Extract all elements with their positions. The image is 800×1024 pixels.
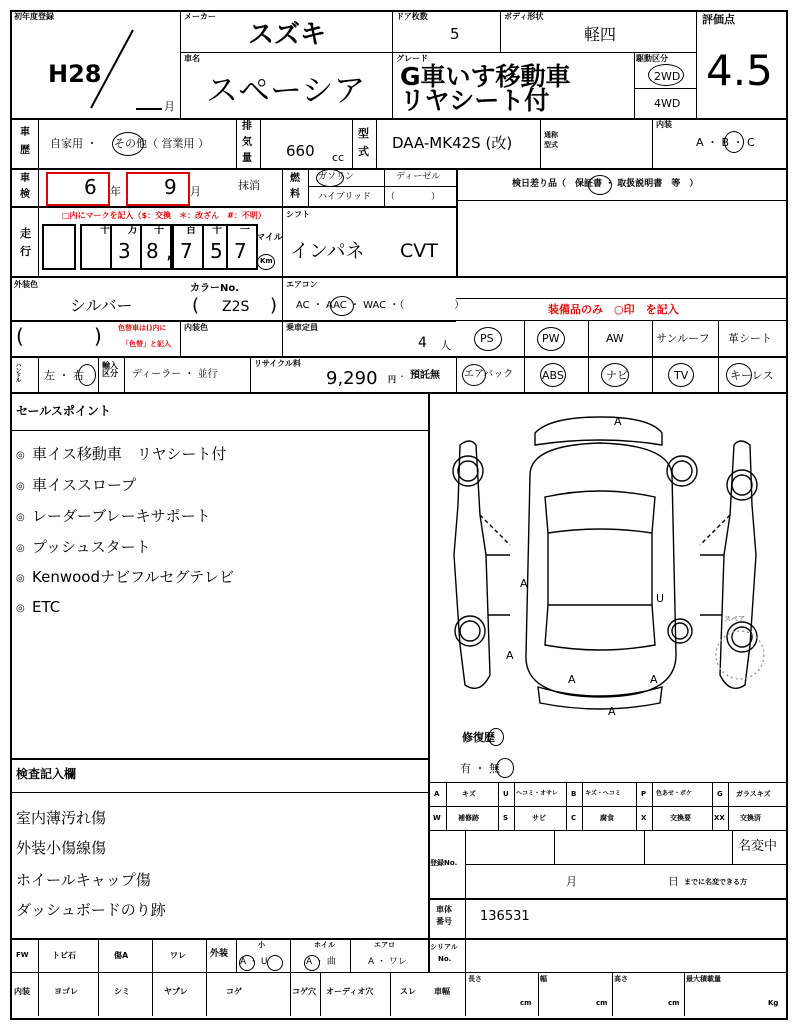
displacement-label-2: 気: [242, 137, 252, 148]
fuel-label-2: 料: [290, 189, 300, 200]
equip-airbag: エアバック: [464, 369, 514, 380]
doors-label: ドア枚数: [396, 12, 428, 21]
docs-circle: [588, 175, 612, 195]
diagram-mark-3: A: [506, 649, 514, 662]
history-label-1: 車: [20, 127, 30, 138]
aircon-circle: [330, 296, 354, 316]
diagram-mark-5: A: [650, 673, 658, 686]
legend-desc: キズ・ヘコミ: [585, 790, 621, 797]
inspection-month-unit: 月: [190, 185, 201, 198]
diagram-mark-7: A: [608, 705, 616, 718]
diagram-mark-6: U: [656, 592, 665, 605]
inspection-status: 抹消: [238, 179, 260, 192]
shift-value-2: CVT: [400, 240, 438, 262]
recycle-unit: 円: [388, 375, 396, 384]
ext-small-value: A ・ U: [240, 957, 268, 967]
legend-code: B: [571, 790, 577, 798]
displacement-unit: cc: [332, 151, 345, 164]
wheel-circle: [304, 955, 320, 971]
mileage-head-0: 十: [100, 225, 110, 236]
interior-grade-circle: [724, 131, 744, 153]
inspection-year-unit: 年: [110, 185, 121, 198]
mileage-unit-mile: マイル: [256, 233, 283, 243]
inspection-month: 9: [164, 175, 177, 199]
mileage-km-circle: [257, 254, 275, 270]
repair-none-circle: [496, 758, 514, 778]
fw-item: ワレ: [170, 951, 186, 960]
grade-line1: G車いす移動車: [400, 62, 571, 91]
mileage-label-1: 走: [20, 227, 31, 240]
spare-label: スペア: [724, 615, 745, 623]
size-load-label: 最大積載量: [686, 975, 721, 983]
inspection-month-box: [126, 172, 190, 206]
common-model-label-2: 型式: [544, 141, 558, 149]
legend-code: U: [503, 790, 509, 798]
size-length-unit: cm: [520, 999, 532, 1007]
equip-navi: ナビ: [606, 369, 628, 382]
mileage-digit-2: 7: [180, 239, 193, 263]
first-reg-label: 初年度登録: [14, 12, 54, 21]
color-code-open: (: [192, 295, 200, 316]
inspection-note: ダッシュボードのり跡: [16, 901, 166, 919]
car-left-side: [454, 441, 490, 688]
int-item: シミ: [114, 987, 130, 996]
sales-points-title: セールスポイント: [16, 404, 111, 418]
legend-desc: サビ: [532, 814, 546, 822]
equip-sunroof: サンルーフ: [656, 332, 710, 345]
sales-point-text: 車イススロープ: [32, 476, 137, 494]
body-type-value: 軽四: [584, 25, 617, 44]
equip-airbag-circle: [462, 364, 486, 386]
sales-point-text: レーダーブレーキサポート: [32, 507, 211, 525]
legend-code: G: [717, 790, 723, 798]
model-value: DAA-MK42S (改): [392, 134, 513, 152]
repair-value: 有 ・ 無: [460, 762, 500, 775]
grade-label: グレード: [396, 54, 428, 63]
equip-leather: 革シート: [728, 332, 772, 345]
body-type-label: ボディ形状: [504, 12, 544, 21]
color-change-note-1: 色替車は()内に: [118, 324, 167, 332]
grade-line2: リヤシート付: [400, 86, 550, 115]
fw-item: 傷A: [114, 951, 129, 960]
diagram-mark-4: A: [568, 673, 576, 686]
mileage-digit-1: 8: [146, 239, 159, 263]
recycle-value: 9,290: [326, 368, 378, 389]
handle-label: ハンドル: [14, 362, 21, 382]
model-label-2: 式: [358, 145, 369, 158]
handle-value: 左 ・ 右: [44, 369, 84, 382]
fw-label: FW: [16, 951, 29, 959]
fw-item: トビ石: [52, 951, 76, 960]
legend-code: X: [641, 814, 647, 822]
fuel-label-1: 燃: [290, 173, 300, 184]
equip-keyless-circle: [726, 363, 752, 387]
color-code-close: ): [270, 295, 278, 316]
car-diagram: [440, 405, 780, 725]
diagram-mark-1: A: [614, 415, 622, 428]
equip-ps-circle: [474, 327, 502, 351]
legend-code: XX: [714, 814, 725, 822]
mileage-digit-4: 7: [234, 239, 247, 263]
color-code-label: カラーNo.: [190, 283, 240, 294]
doors-value: 5: [450, 25, 460, 43]
bullet-icon: ◎: [16, 543, 25, 554]
recycle-label: リサイクル料: [254, 359, 301, 368]
shift-label: シフト: [286, 210, 310, 219]
capacity-label: 乗車定員: [286, 323, 318, 332]
car-front-view: [535, 417, 662, 445]
size-width-unit: cm: [596, 999, 608, 1007]
int-item: ヨゴレ: [54, 987, 78, 996]
legend-desc: 補修跡: [458, 814, 479, 822]
ext-small-circle-u: [267, 955, 283, 971]
import-label: 輸入区分: [102, 361, 118, 378]
size-row-label: 車幅: [434, 987, 450, 996]
equip-pw: PW: [542, 332, 560, 345]
mileage-head-1: 万: [128, 225, 138, 236]
car-rear-bumper: [538, 687, 662, 709]
size-height-label: 高さ: [614, 975, 628, 983]
history-other: その他（ 営業用 ）: [114, 137, 209, 150]
equip-tv: TV: [674, 369, 689, 382]
spare-tire-icon: [716, 631, 764, 679]
chassis-value: 136531: [480, 909, 530, 924]
mileage-box-0: [42, 224, 76, 270]
diagram-mark-2: A: [520, 577, 528, 590]
repair-label-circle: [488, 728, 504, 746]
legend-desc: 交換済: [740, 814, 761, 822]
fuel-hybrid: ハイブリッド: [318, 192, 372, 202]
legend-desc: キズ: [462, 790, 476, 798]
bullet-icon: ◎: [16, 603, 25, 614]
aircon-text: AC ・ AAC ・ WAC ・（ ）: [296, 300, 465, 311]
aero-label: エアロ: [374, 941, 395, 949]
equip-ps: PS: [480, 332, 494, 345]
aero-value: A ・ ワレ: [368, 957, 407, 967]
history-other-circle: [112, 132, 144, 156]
equip-tv-circle: [668, 363, 694, 387]
size-height-unit: cm: [668, 999, 680, 1007]
legend-desc: 色あせ・ボケ: [656, 790, 693, 797]
fuel-gasoline: ガソリン: [318, 172, 355, 182]
car-windshield: [545, 491, 655, 533]
int-item: ヤブレ: [164, 987, 188, 996]
slash-mark: [88, 28, 138, 110]
sales-point-text: ETC: [32, 598, 61, 616]
size-length-label: 長さ: [468, 975, 482, 983]
int-item: オーディオ穴: [326, 987, 374, 996]
sales-point-text: Kenwoodナビフルセグテレビ: [32, 568, 235, 586]
serial-label-2: No.: [438, 955, 452, 963]
inspection-label-1: 車: [20, 173, 30, 184]
legend-desc: ガラスキズ: [736, 790, 771, 798]
repair-label: 修復歴: [462, 731, 495, 744]
fuel-gasoline-circle: [316, 169, 344, 187]
drive-label: 駆動区分: [636, 54, 668, 63]
ext-color-label: 外装色: [14, 280, 38, 289]
size-load-unit: Kg: [768, 999, 779, 1007]
car-rear-window: [545, 605, 655, 650]
recycle-dot: ・: [398, 372, 406, 381]
maker-label: メーカー: [184, 12, 216, 21]
inspection-note: 室内薄汚れ傷: [16, 809, 107, 827]
inspection-year-box: [46, 172, 110, 206]
chassis-label-2: 番号: [436, 917, 452, 926]
mileage-label-2: 行: [20, 245, 31, 258]
fuel-other: （ ）: [386, 192, 441, 202]
first-reg-year: H28: [48, 60, 102, 88]
legend-code: C: [571, 814, 577, 822]
aircon-label: エアコン: [286, 280, 318, 289]
grade-score-label: 評価点: [702, 13, 735, 26]
handle-right-circle: [78, 364, 96, 386]
int-item: スレ: [400, 987, 416, 996]
int-row-label: 内装: [14, 987, 30, 996]
equip-abs: ABS: [542, 369, 564, 382]
car-name-value: スペーシア: [206, 71, 366, 109]
legend-desc: ヘコミ・オサレ: [516, 790, 558, 797]
equip-pw-circle: [537, 327, 565, 351]
mileage-head-3: 百: [186, 225, 196, 236]
legend-code: W: [433, 814, 441, 822]
legend-code: P: [641, 790, 647, 798]
drive-2wd: 2WD: [654, 70, 681, 83]
capacity-unit: 人: [440, 339, 451, 352]
docs-text: 検日差り品（ 保証書 ・ 取扱説明書 等 ）: [512, 179, 699, 189]
drive-4wd: 4WD: [654, 97, 681, 110]
sales-point-text: プッシュスタート: [32, 538, 151, 556]
legend-desc: 腐食: [600, 814, 614, 822]
int-item: コゲ: [226, 987, 242, 996]
mileage-digit-0: 3: [118, 239, 131, 263]
sales-point-text: 車イス移動車 リヤシート付: [32, 445, 227, 463]
ext-small-circle-a: [239, 955, 255, 971]
first-reg-month-unit: 月: [164, 100, 175, 113]
shift-value-1: インパネ: [290, 240, 365, 262]
registration-deadline: までに名変できる方: [684, 878, 747, 886]
mileage-unit-km: Km: [260, 257, 273, 265]
registration-day: 日: [668, 875, 679, 888]
mileage-head-2: 千: [154, 225, 164, 236]
registration-month: 月: [566, 875, 577, 888]
mileage-head-5: 一: [240, 225, 250, 236]
equip-abs-circle: [540, 363, 566, 387]
maker-value: スズキ: [248, 20, 327, 50]
equip-navi-circle: [601, 363, 629, 387]
grade-score-value: 4.5: [706, 46, 773, 95]
color-change-open: (: [16, 324, 24, 348]
color-change-close: ): [94, 324, 102, 348]
history-private: 自家用 ・: [50, 137, 98, 150]
recycle-deposit: 預託無: [410, 370, 440, 381]
mileage-sep: ,: [166, 239, 173, 263]
displacement-value: 660: [286, 142, 315, 160]
common-model-label-1: 通称: [544, 131, 558, 139]
name-change-value: 名変中: [738, 839, 778, 854]
ext-color-value: シルバー: [70, 296, 133, 315]
legend-code: A: [434, 790, 440, 798]
color-code-value: Z2S: [222, 299, 250, 315]
int-item: コゲ穴: [292, 987, 316, 996]
registration-label: 登録No.: [430, 859, 458, 867]
int-color-label: 内装色: [184, 323, 208, 332]
wheel-value: A ・ 曲: [306, 957, 336, 967]
car-name-label: 車名: [184, 54, 200, 63]
inspection-year: 6: [84, 175, 97, 199]
fuel-diesel: ディーゼル: [396, 172, 441, 182]
drive-2wd-circle: [648, 64, 684, 86]
color-change-note-2: 「色替」と記入: [122, 340, 171, 348]
mileage-digit-3: 5: [210, 239, 223, 263]
bullet-icon: ◎: [16, 512, 25, 523]
mileage-note: □内にマークを記入（$：交換 ＊：改ざん #：不明）: [62, 211, 266, 220]
wheel-label: ホイル: [314, 941, 335, 949]
inspection-note: 外装小傷線傷: [16, 839, 107, 857]
legend-code: S: [503, 814, 509, 822]
size-width-label: 幅: [540, 975, 547, 983]
equip-aw: AW: [606, 332, 624, 345]
serial-label-1: シリアル: [430, 943, 458, 951]
displacement-label-3: 量: [242, 153, 252, 164]
model-label-1: 型: [358, 127, 369, 140]
inspection-notes-title: 検査記入欄: [16, 767, 77, 781]
equip-header: 装備品のみ ○印 を記入: [548, 303, 679, 316]
import-value: ディーラー ・ 並行: [132, 369, 218, 380]
legend-desc: 交換要: [670, 814, 691, 822]
bullet-icon: ◎: [16, 450, 25, 461]
bullet-icon: ◎: [16, 481, 25, 492]
equip-keyless: キーレス: [730, 369, 774, 382]
history-label-2: 歴: [20, 145, 30, 156]
inspection-label-2: 検: [20, 189, 30, 200]
ext-label: 外装: [210, 949, 229, 959]
bullet-icon: ◎: [16, 573, 25, 584]
ext-small-label: 小: [258, 941, 265, 949]
interior-grade-label: 内装: [656, 120, 672, 129]
displacement-label-1: 排: [242, 121, 252, 132]
capacity-value: 4: [418, 335, 427, 351]
inspection-note: ホイールキャップ傷: [16, 871, 151, 889]
mileage-head-4: 十: [212, 225, 222, 236]
interior-grade-value: A ・ B ・ C: [696, 136, 755, 149]
chassis-label-1: 車体: [436, 905, 452, 914]
